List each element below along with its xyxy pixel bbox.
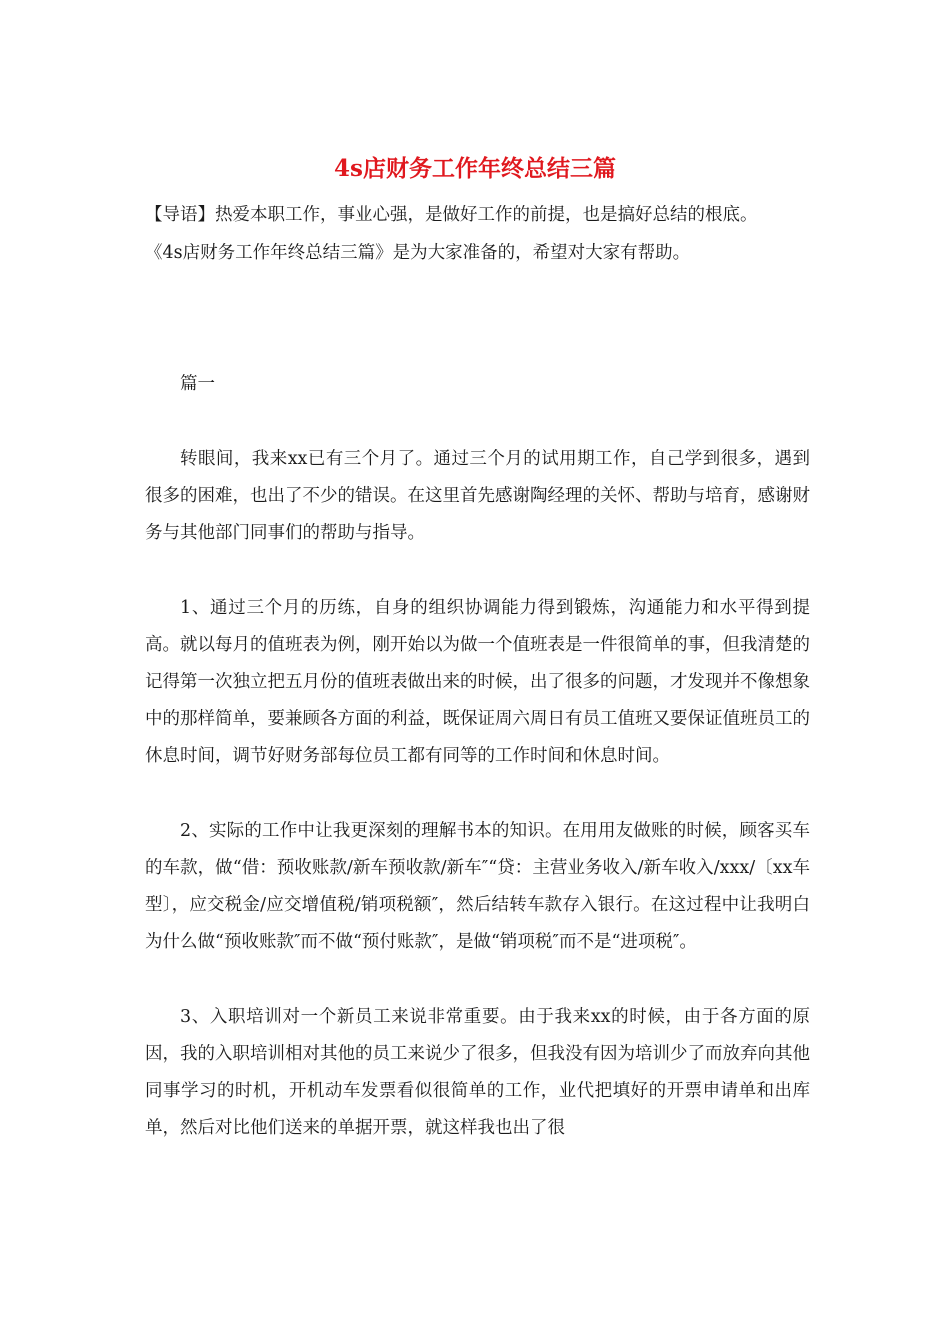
document-title: 4s店财务工作年终总结三篇 — [334, 155, 616, 182]
paragraph: 转眼间，我来xx已有三个月了。通过三个月的试用期工作，自己学到很多，遇到很多的困难，也出了不少的错误。在这里首先感谢陶经理的关怀、帮助与培育，感谢财务与其他部门同事们的帮助与指导。 — [145, 449, 810, 543]
paragraph: 1、通过三个月的历练，自身的组织协调能力得到锻炼，沟通能力和水平得到提高。就以每月的值班表为例，刚开始以为做一个值班表是一件很简单的事，但我清楚的记得第一次独立把五月份的值班表做出来的时候，出了很多的问题，才发现并不像想象中的那样简单，要兼顾各方面的利益，既保证周六周日有员工值班又要保证值班员工的休息时间，调节好财务部每位员工都有同等的工作时间和休息时间。 — [145, 598, 810, 766]
intro-line-1: 【导语】热爱本职工作，事业心强，是做好工作的前提，也是搞好总结的根底。 — [145, 205, 758, 225]
paragraph: 3、入职培训对一个新员工来说非常重要。由于我来xx的时候，由于各方面的原因，我的入职培训相对其他的员工来说少了很多，但我没有因为培训少了而放弃向其他同事学习的时机，开机动车发票看似很简单的工作，业代把填好的开票申请单和出库单，然后对比他们送来的单据开票，就这样我也出了很 — [145, 1007, 810, 1138]
section-label: 篇一 — [180, 374, 215, 394]
intro-line-2: 《4s店财务工作年终总结三篇》是为大家准备的，希望对大家有帮助。 — [145, 243, 691, 263]
document-intro — [145, 196, 815, 272]
document-body — [145, 366, 810, 1185]
paragraph: 2、实际的工作中让我更深刻的理解书本的知识。在用用友做账的时候，顾客买车的车款，做“借：预收账款/新车预收款/新车″“贷：主营业务收入/新车收入/xxx/〔xx车型〕，应交税金/应交增值税/销项税额″，然后结转车款存入银行。在这过程中让我明白为什么做“预收账款″而不做“预付账款″，是做“销项税″而不是“进项税″。 — [145, 821, 810, 952]
